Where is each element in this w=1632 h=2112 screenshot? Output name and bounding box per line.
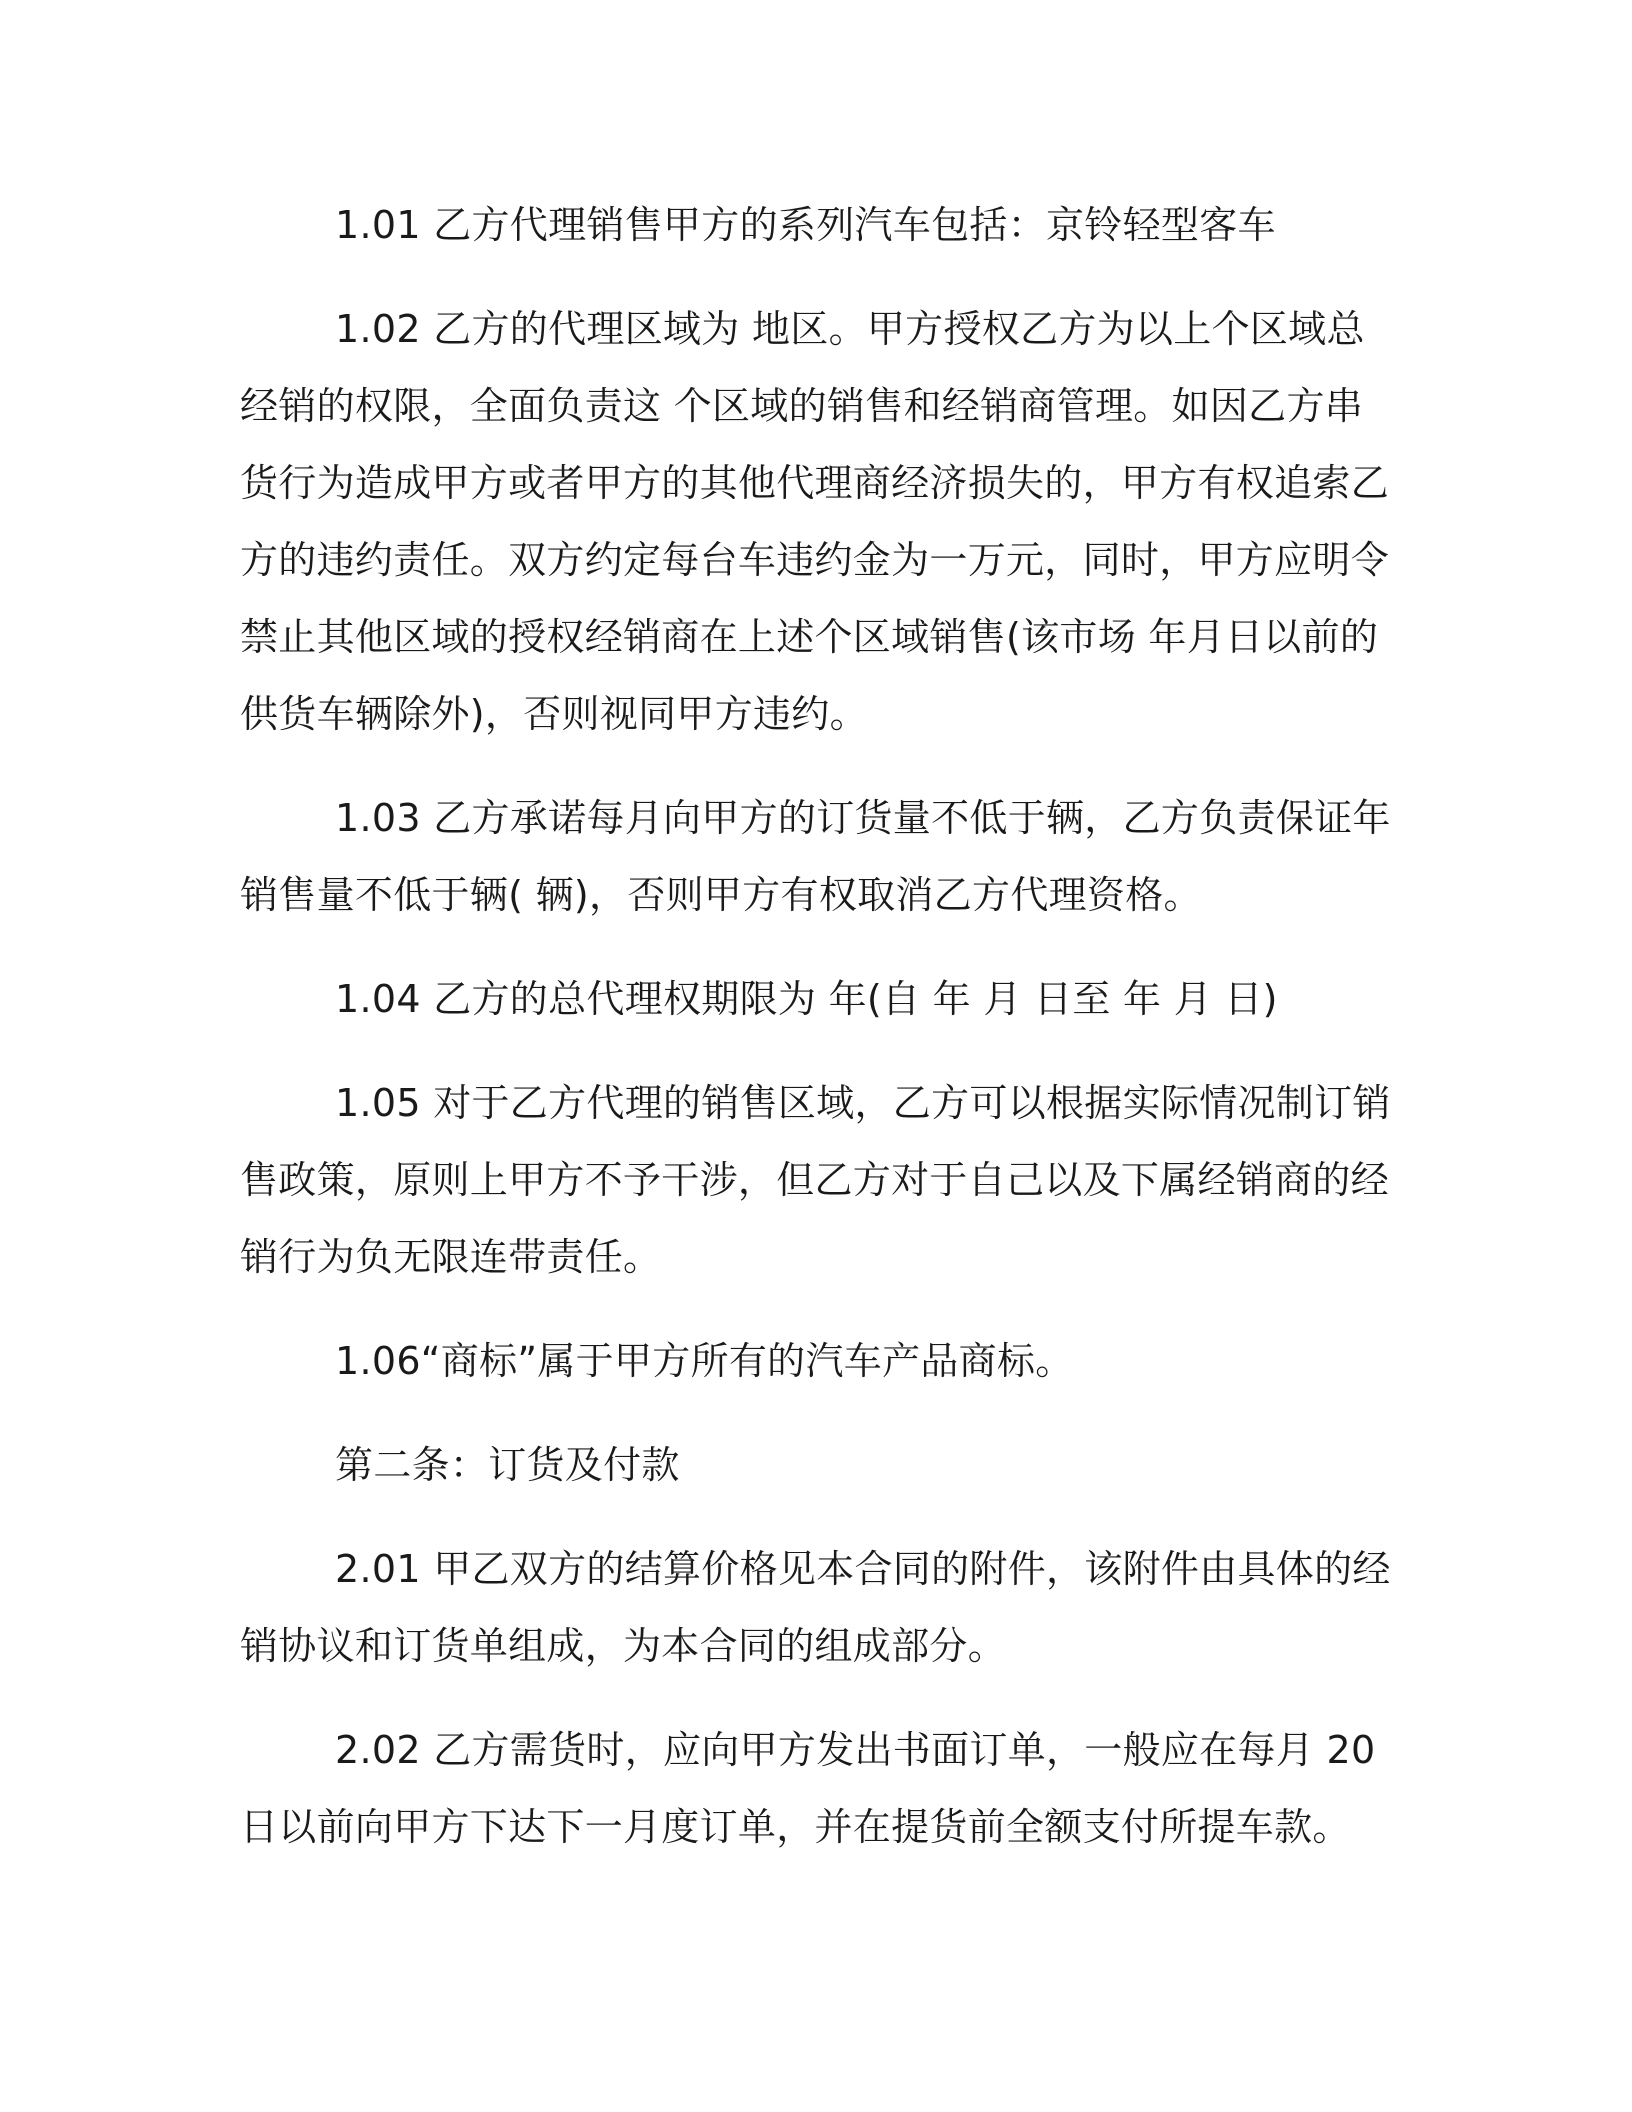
- document-page: [240, 187, 1395, 1893]
- clause-2-01: 2.01 甲乙双方的结算价格见本合同的附件，该附件由具体的经销协议和订货单组成，为本合同的组成部分。: [240, 1547, 1391, 1668]
- clause-1-02: 1.02 乙方的代理区域为 地区。甲方授权乙方为以上个区域总经销的权限，全面负责这 个区域的销售和经销商管理。如因乙方串货行为造成甲方或者甲方的其他代理商经济损失的，甲方有权追索乙方的违约责任。双方约定每台车违约金为一万元，同时，甲方应明令禁止其他区域的授权经销商在上述个区域销售(该市场 年月日以前的供货车辆除外)，否则视同甲方违约。: [240, 307, 1390, 736]
- section-heading-article-2: 第二条：订货及付款: [335, 1443, 680, 1487]
- clause-1-05: 1.05 对于乙方代理的销售区域，乙方可以根据实际情况制订销售政策，原则上甲方不予干涉，但乙方对于自己以及下属经销商的经销行为负无限连带责任。: [240, 1081, 1391, 1279]
- clause-1-04: 1.04 乙方的总代理权期限为 年(自 年 月 日至 年 月 日): [335, 977, 1278, 1021]
- clause-1-01: 1.01 乙方代理销售甲方的系列汽车包括：京铃轻型客车: [335, 203, 1276, 247]
- clause-1-06: 1.06“商标”属于甲方所有的汽车产品商标。: [335, 1339, 1074, 1383]
- clause-1-03: 1.03 乙方承诺每月向甲方的订货量不低于辆，乙方负责保证年销售量不低于辆( 辆)，否则甲方有权取消乙方代理资格。: [240, 796, 1391, 917]
- clause-2-02: 2.02 乙方需货时，应向甲方发出书面订单，一般应在每月 20 日以前向甲方下达下一月度订单，并在提货前全额支付所提车款。: [240, 1728, 1376, 1849]
